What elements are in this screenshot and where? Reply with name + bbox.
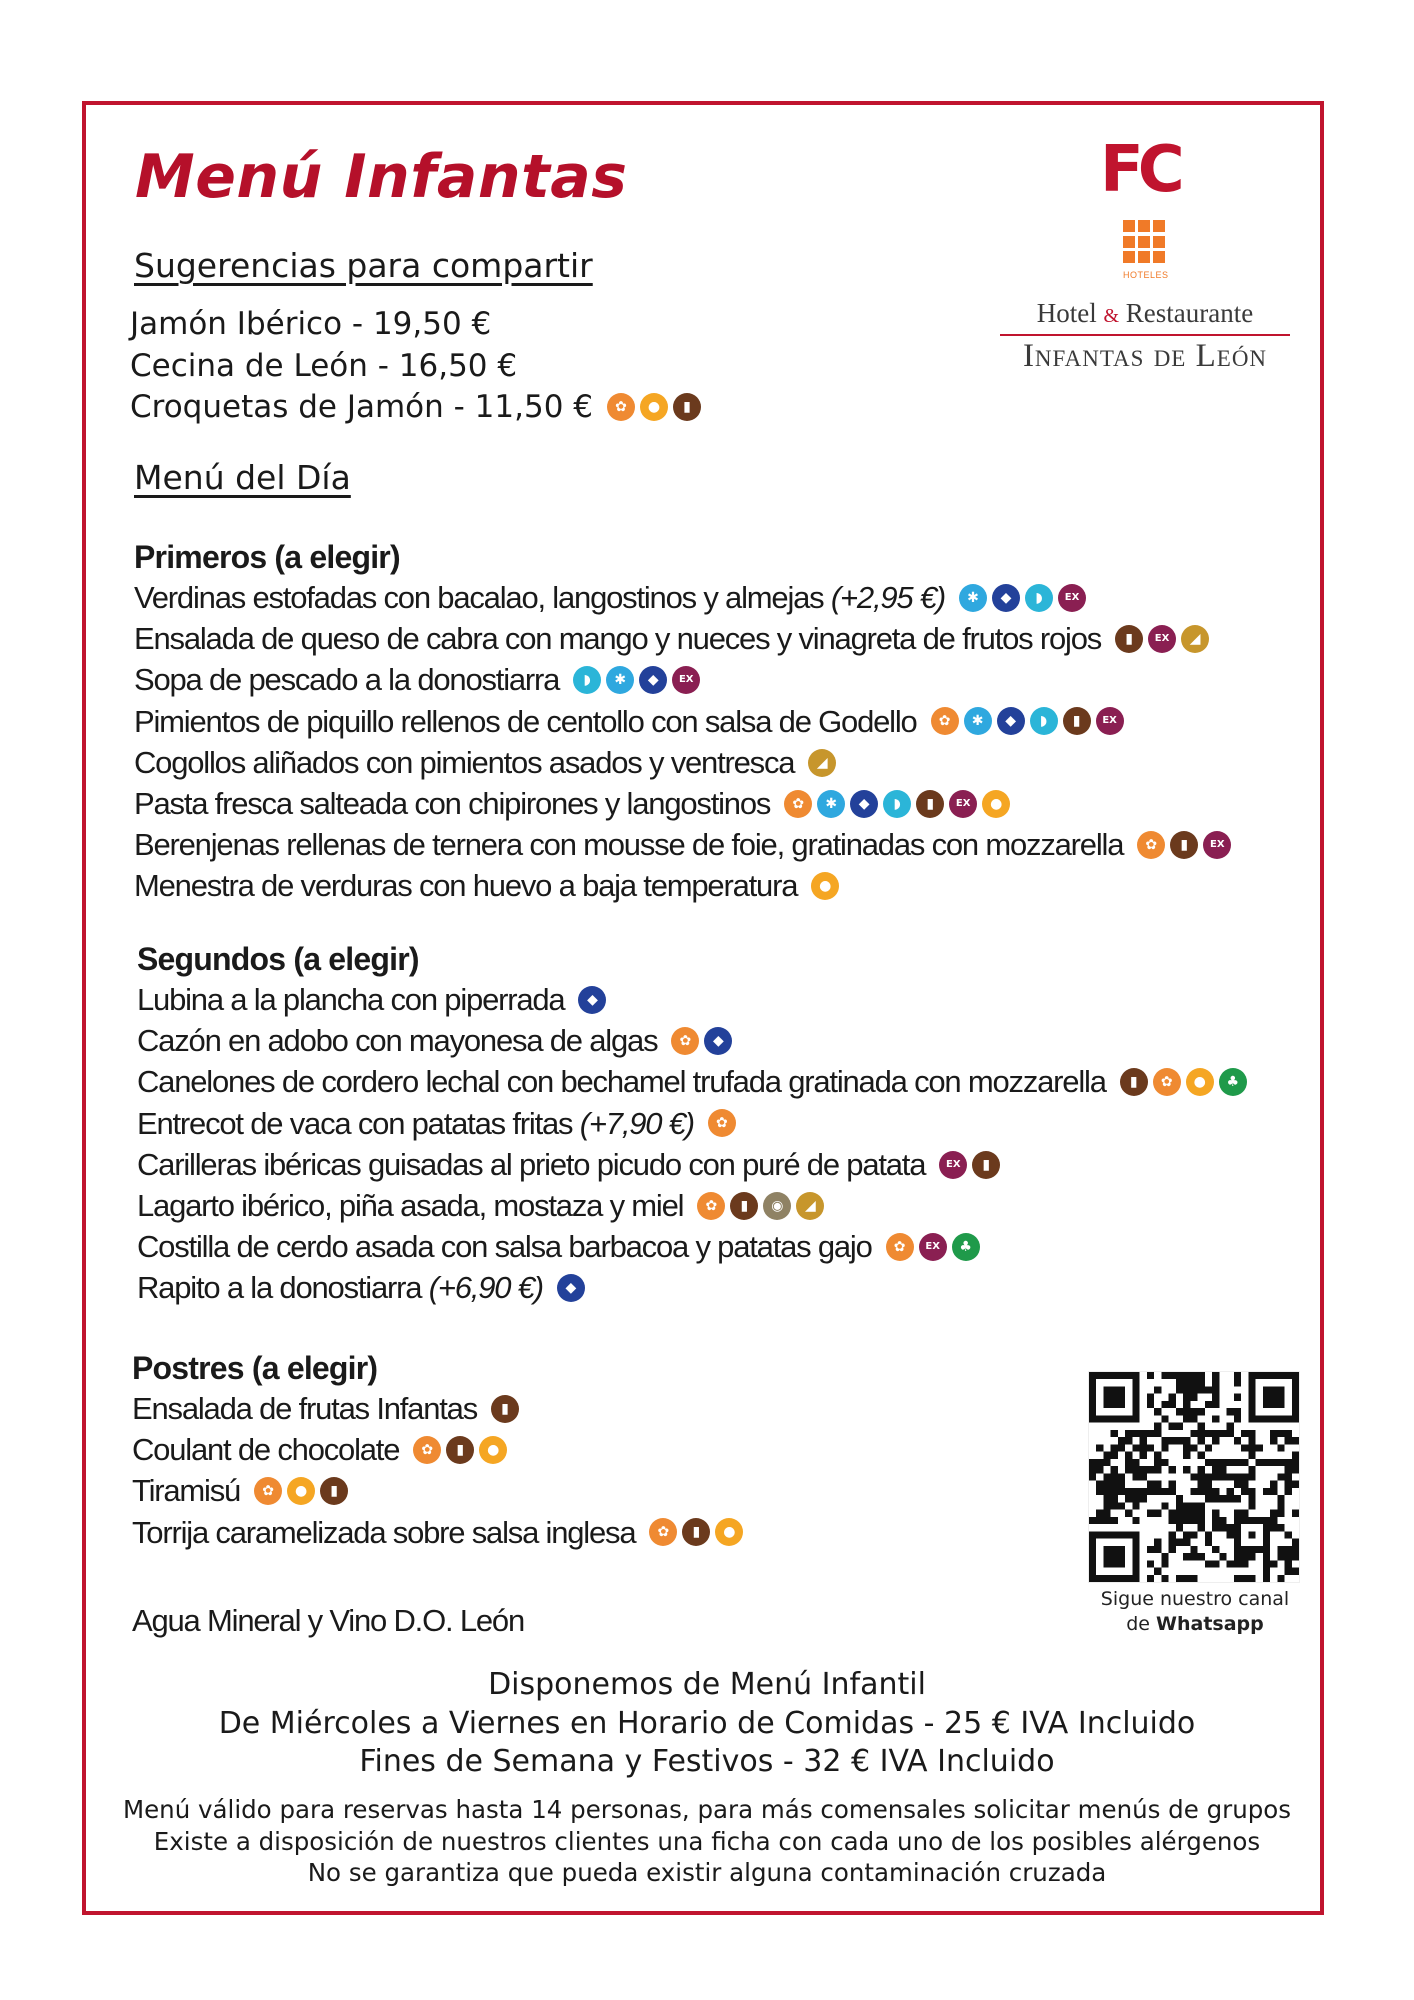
- egg-icon: ●: [1186, 1068, 1214, 1096]
- egg-icon: ●: [640, 393, 668, 421]
- sulphites-icon: EX: [1148, 625, 1176, 653]
- wheat-icon: ✿: [1153, 1068, 1181, 1096]
- logo-divider: [1000, 334, 1290, 336]
- list-item: Ensalada de queso de cabra con mango y nueces y vinagreta de frutos rojos ▮ EX ◢: [134, 618, 1231, 659]
- postres-section: [132, 1348, 743, 1553]
- list-item: Jamón Ibérico - 19,50 €: [130, 306, 492, 342]
- wheat-icon: ✿: [931, 707, 959, 735]
- celery-icon: ♣: [1219, 1068, 1247, 1096]
- list-item: Costilla de cerdo asada con salsa barbacoa y patatas gajo ✿ EX ♣: [137, 1226, 1247, 1267]
- milk-icon: ▮: [682, 1518, 710, 1546]
- legal-notes: [100, 1794, 1314, 1889]
- sulphites-icon: EX: [939, 1151, 967, 1179]
- list-item: Lubina a la plancha con piperrada ◆: [137, 979, 1247, 1020]
- list-item: Coulant de chocolate ✿ ▮ ●: [132, 1429, 743, 1470]
- wheat-icon: ✿: [708, 1109, 736, 1137]
- share-heading: Sugerencias para compartir: [134, 246, 593, 285]
- note-line: Existe a disposición de nuestros clientes una ficha con cada uno de los posibles alérgenos: [153, 1826, 1261, 1856]
- sulphites-icon: EX: [672, 666, 700, 694]
- milk-icon: ▮: [673, 393, 701, 421]
- qr-caption: Sigue nuestro canal de Whatsapp: [1100, 1588, 1290, 1635]
- list-item: Pasta fresca salteada con chipirones y langostinos ✿ ✱ ◆ ◗ ▮ EX ●: [134, 783, 1231, 824]
- milk-icon: ▮: [1120, 1068, 1148, 1096]
- fish-icon: ◆: [578, 986, 606, 1014]
- primeros-section: [134, 537, 1231, 907]
- mustard-icon: ◢: [796, 1192, 824, 1220]
- list-item: Entrecot de vaca con patatas fritas (+7,90 €) ✿: [137, 1103, 1247, 1144]
- list-item: Verdinas estofadas con bacalao, langostinos y almejas (+2,95 €) ✱ ◆ ◗ EX: [134, 577, 1231, 618]
- primeros-heading: Primeros (a elegir): [134, 539, 400, 575]
- egg-icon: ●: [982, 790, 1010, 818]
- crab-icon: ✱: [964, 707, 992, 735]
- fish-icon: ◆: [639, 666, 667, 694]
- fish-icon: ◆: [557, 1274, 585, 1302]
- list-item: Torrija caramelizada sobre salsa inglesa ✿ ▮ ●: [132, 1512, 743, 1553]
- shell-icon: ◗: [883, 790, 911, 818]
- postres-heading: Postres (a elegir): [132, 1350, 378, 1386]
- list-item: Canelones de cordero lechal con bechamel trufada gratinada con mozzarella ▮ ✿ ● ♣: [137, 1061, 1247, 1102]
- whatsapp-qr-code[interactable]: [1088, 1371, 1300, 1583]
- note-line: No se garantiza que pueda existir alguna contaminación cruzada: [307, 1858, 1107, 1887]
- milk-icon: ▮: [916, 790, 944, 818]
- wheat-icon: ✿: [671, 1027, 699, 1055]
- wheat-icon: ✿: [254, 1477, 282, 1505]
- list-item: Pimientos de piquillo rellenos de centollo con salsa de Godello ✿ ✱ ◆ ◗ ▮ EX: [134, 701, 1231, 742]
- share-list: [130, 304, 701, 429]
- list-item: Tiramisú ✿ ● ▮: [132, 1470, 743, 1511]
- egg-icon: ●: [811, 872, 839, 900]
- logo-subtitle: HOTELES: [1123, 270, 1169, 280]
- wheat-icon: ✿: [607, 393, 635, 421]
- drink-note: Agua Mineral y Vino D.O. León: [132, 1603, 524, 1638]
- list-item: Rapito a la donostiarra (+6,90 €) ◆: [137, 1267, 1247, 1308]
- logo-fc-mark: FC: [1100, 133, 1179, 207]
- shell-icon: ◗: [1025, 584, 1053, 612]
- milk-icon: ▮: [730, 1192, 758, 1220]
- price-info: [100, 1666, 1314, 1782]
- fish-icon: ◆: [850, 790, 878, 818]
- list-item: Ensalada de frutas Infantas ▮: [132, 1388, 743, 1429]
- sulphites-icon: EX: [1096, 707, 1124, 735]
- egg-icon: ●: [479, 1436, 507, 1464]
- list-item: Cecina de León - 16,50 €: [130, 347, 518, 384]
- fish-icon: ◆: [992, 584, 1020, 612]
- milk-icon: ▮: [446, 1436, 474, 1464]
- segundos-section: [137, 939, 1247, 1309]
- wheat-icon: ✿: [649, 1518, 677, 1546]
- sulphites-icon: EX: [919, 1233, 947, 1261]
- crab-icon: ✱: [817, 790, 845, 818]
- list-item: Menestra de verduras con huevo a baja temperatura ●: [134, 865, 1231, 906]
- info-line: Disponemos de Menú Infantil: [488, 1667, 926, 1702]
- crab-icon: ✱: [959, 584, 987, 612]
- wheat-icon: ✿: [1137, 831, 1165, 859]
- list-item: Sopa de pescado a la donostiarra ◗ ✱ ◆ EX: [134, 659, 1231, 700]
- sesame-icon: ◉: [763, 1192, 791, 1220]
- info-line: Fines de Semana y Festivos - 32 € IVA Incluido: [359, 1744, 1055, 1779]
- segundos-heading: Segundos (a elegir): [137, 941, 419, 977]
- sulphites-icon: EX: [1203, 831, 1231, 859]
- milk-icon: ▮: [972, 1151, 1000, 1179]
- list-item: Croquetas de Jamón - 11,50 € ✿ ● ▮: [130, 387, 701, 429]
- crab-icon: ✱: [606, 666, 634, 694]
- celery-icon: ♣: [952, 1233, 980, 1261]
- hotel-logo: [995, 133, 1295, 378]
- milk-icon: ▮: [491, 1395, 519, 1423]
- list-item: Cazón en adobo con mayonesa de algas ✿ ◆: [137, 1020, 1247, 1061]
- list-item: Lagarto ibérico, piña asada, mostaza y miel ✿ ▮ ◉ ◢: [137, 1185, 1247, 1226]
- fish-icon: ◆: [704, 1027, 732, 1055]
- list-item: Carilleras ibéricas guisadas al prieto picudo con puré de patata EX ▮: [137, 1144, 1247, 1185]
- shell-icon: ◗: [1030, 707, 1058, 735]
- egg-icon: ●: [715, 1518, 743, 1546]
- wheat-icon: ✿: [697, 1192, 725, 1220]
- wheat-icon: ✿: [784, 790, 812, 818]
- info-line: De Miércoles a Viernes en Horario de Comidas - 25 € IVA Incluido: [218, 1705, 1196, 1741]
- egg-icon: ●: [287, 1477, 315, 1505]
- mustard-icon: ◢: [808, 749, 836, 777]
- list-item: Berenjenas rellenas de ternera con mousse de foie, gratinadas con mozzarella ✿ ▮ EX: [134, 824, 1231, 865]
- mustard-icon: ◢: [1181, 625, 1209, 653]
- milk-icon: ▮: [320, 1477, 348, 1505]
- logo-squares-icon: [1123, 220, 1167, 264]
- logo-hotel-restaurante: Hotel & Restaurante: [1036, 298, 1254, 328]
- list-item: Cogollos aliñados con pimientos asados y ventresca ◢: [134, 742, 1231, 783]
- menu-title: Menú Infantas: [135, 142, 628, 212]
- menu-del-dia-heading: Menú del Día: [134, 458, 351, 497]
- sulphites-icon: EX: [1058, 584, 1086, 612]
- sulphites-icon: EX: [949, 790, 977, 818]
- note-line: Menú válido para reservas hasta 14 personas, para más comensales solicitar menús de grupos: [122, 1795, 1292, 1824]
- wheat-icon: ✿: [413, 1436, 441, 1464]
- shell-icon: ◗: [573, 666, 601, 694]
- milk-icon: ▮: [1063, 707, 1091, 735]
- wheat-icon: ✿: [886, 1233, 914, 1261]
- logo-hotel-name: Infantas de León: [1022, 338, 1268, 374]
- milk-icon: ▮: [1115, 625, 1143, 653]
- fish-icon: ◆: [997, 707, 1025, 735]
- milk-icon: ▮: [1170, 831, 1198, 859]
